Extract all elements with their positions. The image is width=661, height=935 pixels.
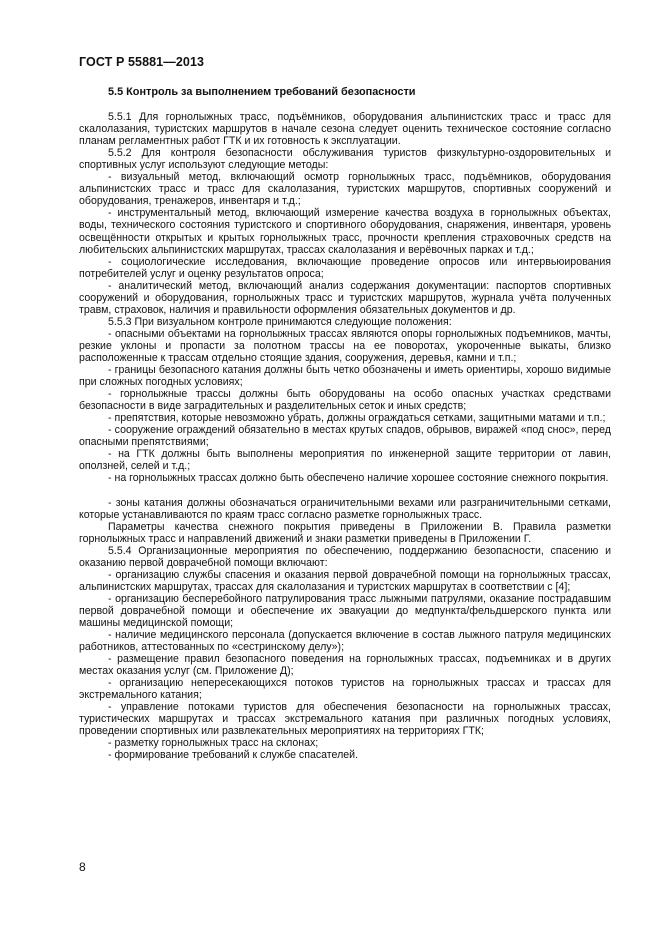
list-item: - аналитический метод, включающий анализ содержания документации: паспортов спортивных сооружений и оборудования, горнолыжных трасс и туристских маршрутов, журнала учёта полученных травм, страховок, наличия и правильности оформления обязательных документов и др. xyxy=(79,279,611,316)
paragraph-snow-parameters: Параметры качества снежного покрытия приведены в Приложении В. Правила разметки горнолыжных трасс и направлений движений и знаки разметки приведены в Приложении Г. xyxy=(79,520,611,545)
list-item: - размещение правил безопасного поведения на горнолыжных трассах, подъемниках и в других местах оказания услуг (см. Приложение Д); xyxy=(79,653,611,678)
spacer xyxy=(79,485,611,497)
document-header: ГОСТ Р 55881—2013 xyxy=(79,55,205,69)
list-item: - на ГТК должны быть выполнены мероприятия по инженерной защите территории от лавин, оползней, селей и т.д.; xyxy=(79,448,611,473)
paragraph-5-5-1: 5.5.1 Для горнолыжных трасс, подъёмников, оборудования альпинистских трасс и трасс для скалолазания, туристских маршрутов в начале сезона следует оценить техническое состояние согласно планам регламентных работ ГТК и их готовность к эксплуатации. xyxy=(79,111,611,148)
list-item: - организацию бесперебойного патрулирования трасс лыжными патрулями, оказание пострадавшим первой доврачебной помощи и обеспечение их эвакуации до медпункта/фельдшерского пункта или машины медицинской помощи; xyxy=(79,592,611,629)
list-item: - управление потоками туристов для обеспечения безопасности на горнолыжных трассах, туристических маршрутах и трассах экстремального катания при различных погодных условиях, проведении спортивных или развлекательных мероприятиях на территориях ГТК; xyxy=(79,701,611,738)
paragraph-5-5-3: 5.5.3 При визуальном контроле принимаются следующие положения: xyxy=(108,315,452,328)
list-item: - формирование требований к службе спасателей. xyxy=(108,749,359,762)
list-item: - зоны катания должны обозначаться ограничительными вехами или разграничительными сетками, которые устанавливаются по краям трасс согласно разметке горнолыжных трасс. xyxy=(79,496,611,521)
list-item: - на горнолыжных трассах должно быть обеспечено наличие хорошее состояние снежного покрытия. xyxy=(108,472,609,485)
list-item: - горнолыжные трассы должны быть оборудованы на особо опасных участках средствами безопасности в виде заградительных и разделительных сеток и иных средств; xyxy=(79,388,611,413)
list-item: - визуальный метод, включающий осмотр горнолыжных трасс, подъёмников, оборудования альпинистских трасс и трасс для скалолазания, туристских маршрутов, спортивных сооружений и оборудования, тренажеров, инвентаря и т.д.; xyxy=(79,171,611,208)
list-item: - сооружение ограждений обязательно в местах крутых спадов, обрывов, виражей «под снос», перед опасными препятствиями; xyxy=(79,424,611,449)
list-item: - организацию службы спасения и оказания первой доврачебной помощи на горнолыжных трассах, альпинистских маршрутах, трассах для скалолазания и туристских маршрутах в соответствии с [4]; xyxy=(79,568,611,593)
paragraph-5-5-4: 5.5.4 Организационные мероприятия по обеспечению, поддержанию безопасности, спасению и оказанию первой доврачебной помощи включают: xyxy=(79,544,611,569)
list-item: - инструментальный метод, включающий измерение качества воздуха в горнолыжных объектах, воды, технического состояния туристского и спортивного оборудования, снаряжения, инвентаря, уровень освещённости открытых и крытых горнолыжных трасс, прочности крепления страховочных средств на любительских альпинистских маршрутах, трассах скалолазания и верёвочных парках и т.д.; xyxy=(79,207,611,256)
document-body xyxy=(79,86,611,762)
list-item: - наличие медицинского персонала (допускается включение в состав лыжного патруля медицинских работников, аттестованных по «сестринскому делу»); xyxy=(79,629,611,654)
list-item: - препятствия, которые невозможно убрать, должны ограждаться сетками, защитными матами и т.п.; xyxy=(108,412,606,425)
list-item: - социологические исследования, включающие проведение опросов или интервьюирования потребителей услуг и оценку результатов опроса; xyxy=(79,255,611,280)
section-title: 5.5 Контроль за выполнением требований безопасности xyxy=(108,86,416,98)
page-number: 8 xyxy=(79,860,86,874)
paragraph-5-5-2: 5.5.2 Для контроля безопасности обслуживания туристов физкультурно-оздоровительных и спортивных услуг используют следующие методы: xyxy=(79,147,611,172)
list-item: - опасными объектами на горнолыжных трассах являются опоры горнолыжных подъемников, мачты, резкие уклоны и пропасти за полотном трассы на ее поворотах, укороченные выкаты, близко расположенные к трассам отдельно стоящие здания, сооружения, деревья, камни и т.п.; xyxy=(79,327,611,364)
list-item: - организацию непересекающихся потоков туристов на горнолыжных трассах и трассах для экстремального катания; xyxy=(79,677,611,702)
list-item: - разметку горнолыжных трасс на склонах; xyxy=(108,737,319,750)
list-item: - границы безопасного катания должны быть четко обозначены и иметь ориентиры, хорошо видимые при сложных погодных условиях; xyxy=(79,364,611,389)
